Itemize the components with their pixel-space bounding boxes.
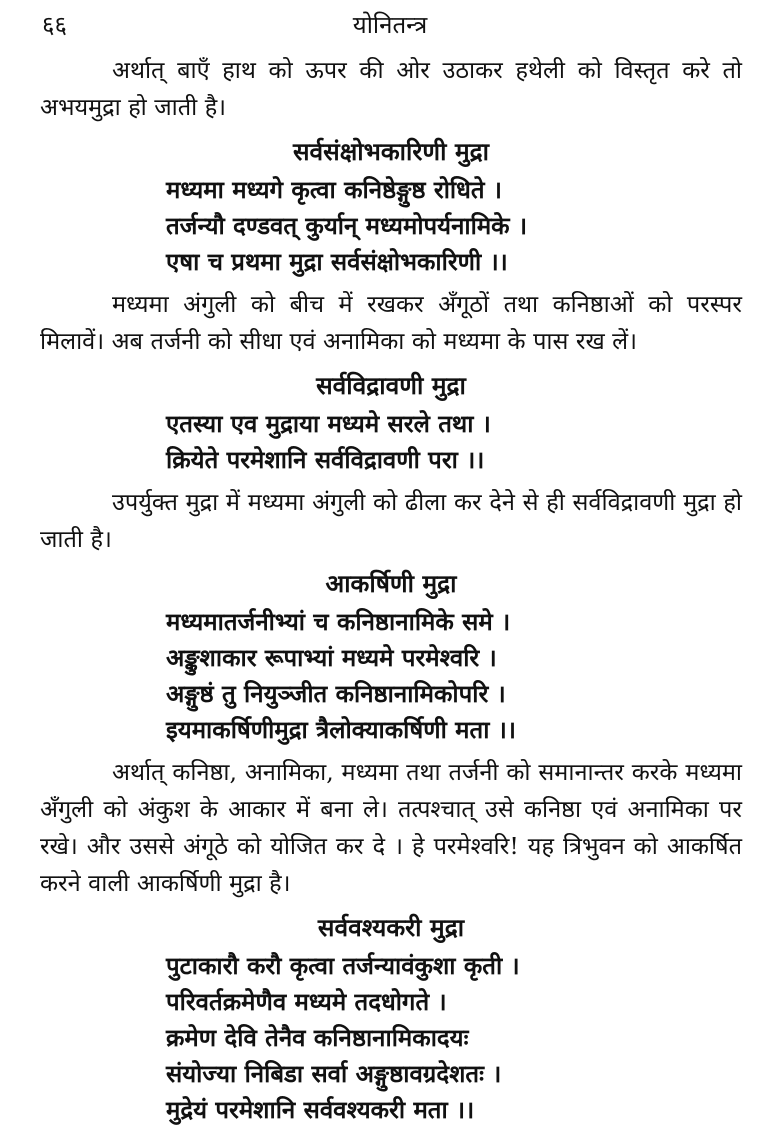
verse-line: मुद्रेयं परमेशानि सर्ववश्यकरी मता ।।	[166, 1095, 475, 1124]
verse-line: इयमाकर्षिणीमुद्रा त्रैलोक्याकर्षिणी मता ।।	[166, 715, 516, 744]
verse-sarvavidravani	[166, 406, 742, 478]
verse-line: पुटाकारौ करौ कृत्वा तर्जन्यावंकुशा कृती ।	[166, 951, 520, 980]
verse-sarvavashyakari	[166, 948, 742, 1128]
heading-sarvavashyakari-mudra: सर्ववश्यकरी मुद्रा	[317, 913, 465, 942]
heading-sarvasankshobhakarini-mudra: सर्वसंक्षोभकारिणी मुद्रा	[292, 137, 489, 166]
verse-line: क्रमेण देवि तेनैव कनिष्ठानामिकादयः	[166, 1023, 469, 1052]
paragraph-abhaya-mudra: अर्थात् बाएँ हाथ को ऊपर की ओर उठाकर हथेली को विस्तृत करे तो अभयमुद्रा हो जाती है।	[40, 56, 742, 121]
verse-line: परिवर्तक्रमेणैव मध्यमे तदधोगते ।	[166, 987, 447, 1016]
verse-line: मध्यमा मध्यगे कृत्वा कनिष्ठेङ्गुष्ठ रोधिते ।	[166, 175, 503, 204]
verse-line: एतस्या एव मुद्राया मध्यमे सरले तथा ।	[166, 409, 491, 438]
paragraph-akarshini: अर्थात् कनिष्ठा, अनामिका, मध्यमा तथा तर्जनी को समानान्तर करके मध्यमा अँगुली को अंकुश के आकार में बना ले। तत्पश्चात् उसे कनिष्ठा एवं अनामिका पर रखे। और उससे अंगूठे को योजित कर दे । हे परमेश्वरि! यह त्रिभुवन को आकर्षित करने वाली आकर्षिणी मुद्रा है।	[40, 758, 742, 897]
verse-line: संयोज्या निबिडा सर्वा अङ्गुष्ठावग्रदेशतः ।	[166, 1059, 502, 1088]
verse-sarvasankshobhakarini	[166, 172, 742, 280]
paragraph-sarvavidravani: उपर्युक्त मुद्रा में मध्यमा अंगुली को ढीला कर देने से ही सर्वविद्रावणी मुद्रा हो जाती है।	[40, 488, 742, 553]
verse-line: अङ्गुष्ठं तु नियुञ्जीत कनिष्ठानामिकोपरि ।	[166, 679, 506, 708]
heading-akarshini-mudra: आकर्षिणी मुद्रा	[325, 569, 457, 598]
verse-line: एषा च प्रथमा मुद्रा सर्वसंक्षोभकारिणी ।।	[166, 247, 508, 276]
paragraph-sarvasankshobhakarini: मध्यमा अंगुली को बीच में रखकर अँगूठों तथा कनिष्ठाओं को परस्पर मिलावें। अब तर्जनी को सीधा एवं अनामिका को मध्यमा के पास रख लें।	[40, 290, 742, 355]
verse-line: तर्जन्यौ दण्डवत् कुर्यान् मध्यमोपर्यनामिके ।	[166, 211, 528, 240]
verse-line: मध्यमातर्जनीभ्यां च कनिष्ठानामिके समे ।	[166, 607, 511, 636]
page-number: ६६	[42, 11, 67, 39]
heading-sarvavidravani-mudra: सर्वविद्रावणी मुद्रा	[316, 371, 466, 400]
verse-line: अङ्कुशाकार रूपाभ्यां मध्यमे परमेश्वरि ।	[166, 643, 497, 672]
running-title: योनितन्त्र	[352, 11, 428, 39]
verse-line: क्रियेते परमेशानि सर्वविद्रावणी परा ।।	[166, 445, 485, 474]
verse-akarshini	[166, 604, 742, 748]
page-content	[40, 52, 742, 1134]
